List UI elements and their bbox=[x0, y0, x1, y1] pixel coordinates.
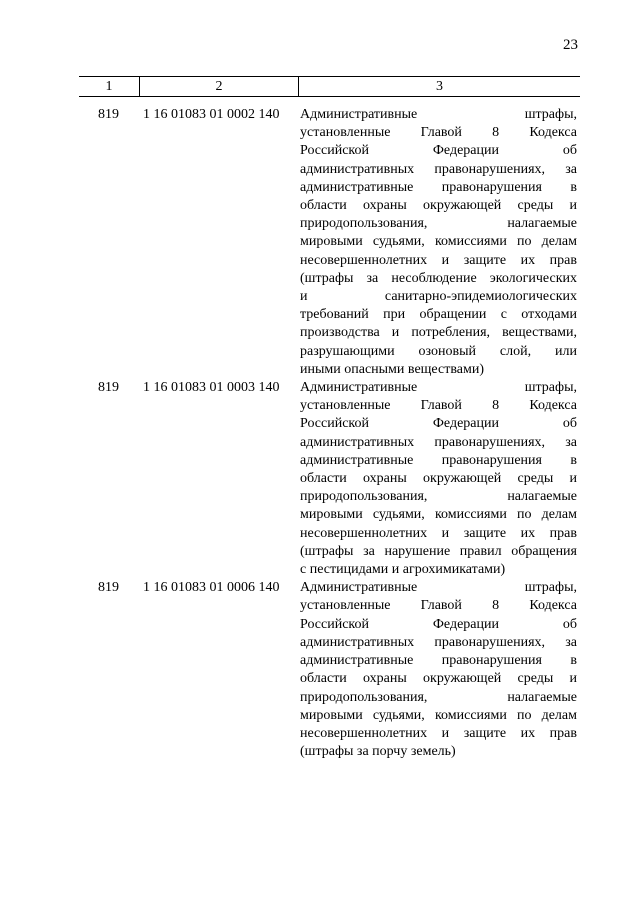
description-line: Российской Федерации об bbox=[300, 416, 577, 432]
description-line: области охраны окружающей среды и bbox=[300, 671, 577, 687]
description-line: (штрафы за несоблюдение экологических bbox=[300, 270, 577, 286]
description-line: области охраны окружающей среды и bbox=[300, 471, 577, 487]
description-line: установленные Главой 8 Кодекса bbox=[300, 398, 577, 414]
description-line: с пестицидами и агрохимикатами) bbox=[300, 562, 506, 578]
description-line: природопользования, налагаемые bbox=[300, 489, 577, 505]
header-col-1: 1 bbox=[79, 77, 140, 96]
description-line: мировыми судьями, комиссиями по делам bbox=[300, 234, 577, 250]
description-line: мировыми судьями, комиссиями по делам bbox=[300, 707, 577, 723]
description-line: (штрафы за порчу земель) bbox=[300, 744, 456, 760]
table-row bbox=[79, 379, 580, 579]
description-line: Административные штрафы, bbox=[300, 580, 577, 596]
header-col-3: 3 bbox=[436, 79, 443, 94]
table-row bbox=[79, 579, 580, 761]
description-line: административные правонарушения в bbox=[300, 653, 577, 669]
description-line: производства и потребления, веществами, bbox=[300, 325, 577, 341]
description-line: установленные Главой 8 Кодекса bbox=[300, 125, 577, 141]
description-line: административных правонарушениях, за bbox=[300, 634, 577, 650]
description-line: Административные штрафы, bbox=[300, 107, 577, 122]
description-line: и санитарно-эпидемиологических bbox=[300, 289, 577, 305]
page-number: 23 bbox=[563, 37, 578, 53]
description-line: административные правонарушения в bbox=[300, 179, 577, 195]
row-description bbox=[300, 379, 577, 579]
row-number: 819 bbox=[98, 107, 119, 122]
row-number: 819 bbox=[98, 580, 119, 596]
description-line: административных правонарушениях, за bbox=[300, 434, 577, 450]
description-line: природопользования, налагаемые bbox=[300, 689, 577, 705]
description-line: несовершеннолетних и защите их прав bbox=[300, 725, 577, 741]
description-line: установленные Главой 8 Кодекса bbox=[300, 598, 577, 614]
row-description bbox=[300, 579, 577, 761]
budget-classification-code: 1 16 01083 01 0002 140 bbox=[143, 107, 280, 122]
description-line: Административные штрафы, bbox=[300, 380, 577, 396]
description-line: требований при обращении с отходами bbox=[300, 307, 577, 323]
description-line: мировыми судьями, комиссиями по делам bbox=[300, 507, 577, 523]
description-line: административные правонарушения в bbox=[300, 452, 577, 468]
description-line: несовершеннолетних и защите их прав bbox=[300, 525, 577, 541]
description-line: (штрафы за нарушение правил обращения bbox=[300, 543, 577, 559]
row-number: 819 bbox=[98, 380, 119, 396]
description-line: разрушающими озоновый слой, или bbox=[300, 343, 577, 359]
table-row bbox=[79, 106, 580, 379]
description-line: иными опасными веществами) bbox=[300, 361, 484, 377]
budget-classification-code: 1 16 01083 01 0003 140 bbox=[143, 380, 280, 396]
description-line: природопользования, налагаемые bbox=[300, 216, 577, 232]
description-line: Российской Федерации об bbox=[300, 616, 577, 632]
table-body bbox=[79, 106, 580, 761]
budget-classification-code: 1 16 01083 01 0006 140 bbox=[143, 580, 280, 596]
header-col-2: 2 bbox=[140, 77, 299, 96]
row-description bbox=[300, 106, 577, 379]
description-line: Российской Федерации об bbox=[300, 143, 577, 159]
description-line: области охраны окружающей среды и bbox=[300, 198, 577, 214]
description-line: несовершеннолетних и защите их прав bbox=[300, 252, 577, 268]
description-line: административных правонарушениях, за bbox=[300, 161, 577, 177]
table-header bbox=[79, 76, 580, 97]
